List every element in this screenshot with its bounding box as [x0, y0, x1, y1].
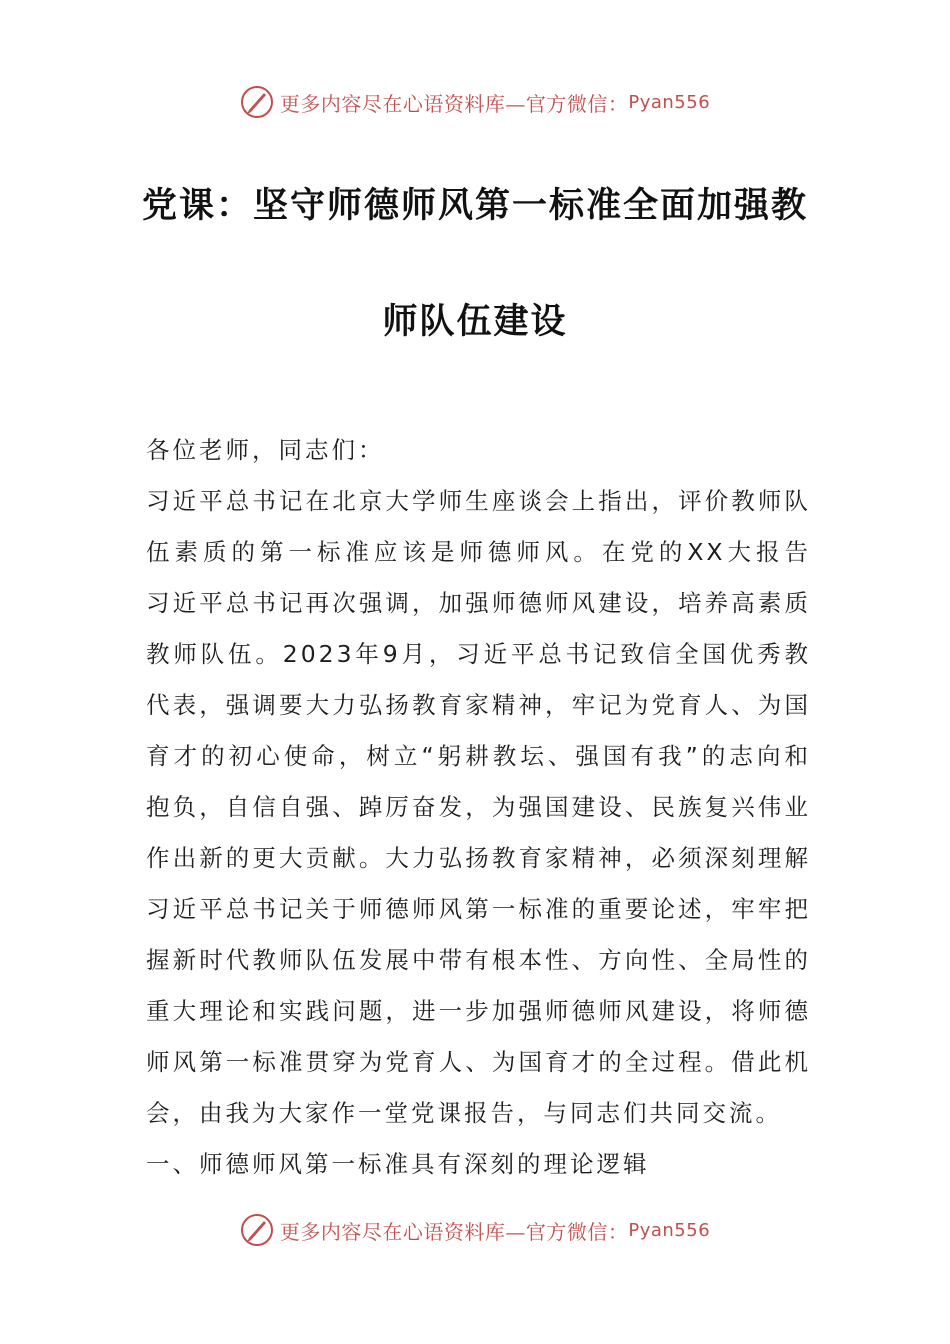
paragraph-line: 习近平总书记再次强调，加强师德师风建设，培养高素质	[146, 589, 811, 617]
paragraph-line: 会，由我为大家作一堂党课报告，与同志们共同交流。	[146, 1099, 782, 1127]
paragraph-line: 习近平总书记关于师德师风第一标准的重要论述，牢牢把	[146, 895, 811, 923]
document-title-line-2: 师队伍建设	[382, 302, 568, 342]
quill-logo-icon	[240, 85, 274, 119]
watermark-wechat-id: Pyan556	[628, 91, 711, 113]
document-title-line-1: 党课：坚守师德师风第一标准全面加强教	[141, 186, 808, 226]
watermark-wechat-id: Pyan556	[628, 1219, 711, 1241]
watermark-text: 更多内容尽在心语资料库—官方微信：	[279, 91, 629, 116]
watermark-footer	[0, 1210, 950, 1250]
paragraph-line: 重大理论和实践问题，进一步加强师德师风建设，将师德	[146, 997, 811, 1025]
paragraph-line: 习近平总书记在北京大学师生座谈会上指出，评价教师队	[146, 487, 811, 515]
paragraph-line: 教师队伍。2023年9月，习近平总书记致信全国优秀教	[146, 640, 811, 668]
greeting: 各位老师，同志们：	[146, 436, 385, 464]
paragraph-line: 抱负，自信自强、踔厉奋发，为强国建设、民族复兴伟业	[146, 793, 811, 821]
paragraph-line: 代表，强调要大力弘扬教育家精神，牢记为党育人、为国	[146, 691, 811, 719]
paragraph-line: 伍素质的第一标准应该是师德师风。在党的XX大报告	[146, 538, 811, 566]
quill-logo-icon	[240, 1213, 274, 1247]
document-body	[146, 425, 811, 1190]
paragraph-line: 作出新的更大贡献。大力弘扬教育家精神，必须深刻理解	[146, 844, 811, 872]
paragraph-line: 师风第一标准贯穿为党育人、为国育才的全过程。借此机	[146, 1048, 811, 1076]
section-heading: 一、师德师风第一标准具有深刻的理论逻辑	[146, 1150, 650, 1178]
watermark-text: 更多内容尽在心语资料库—官方微信：	[279, 1219, 629, 1244]
watermark-header	[0, 82, 950, 122]
paragraph-line: 握新时代教师队伍发展中带有根本性、方向性、全局性的	[146, 946, 811, 974]
paragraph-line: 育才的初心使命，树立“躬耕教坛、强国有我”的志向和	[146, 742, 811, 770]
